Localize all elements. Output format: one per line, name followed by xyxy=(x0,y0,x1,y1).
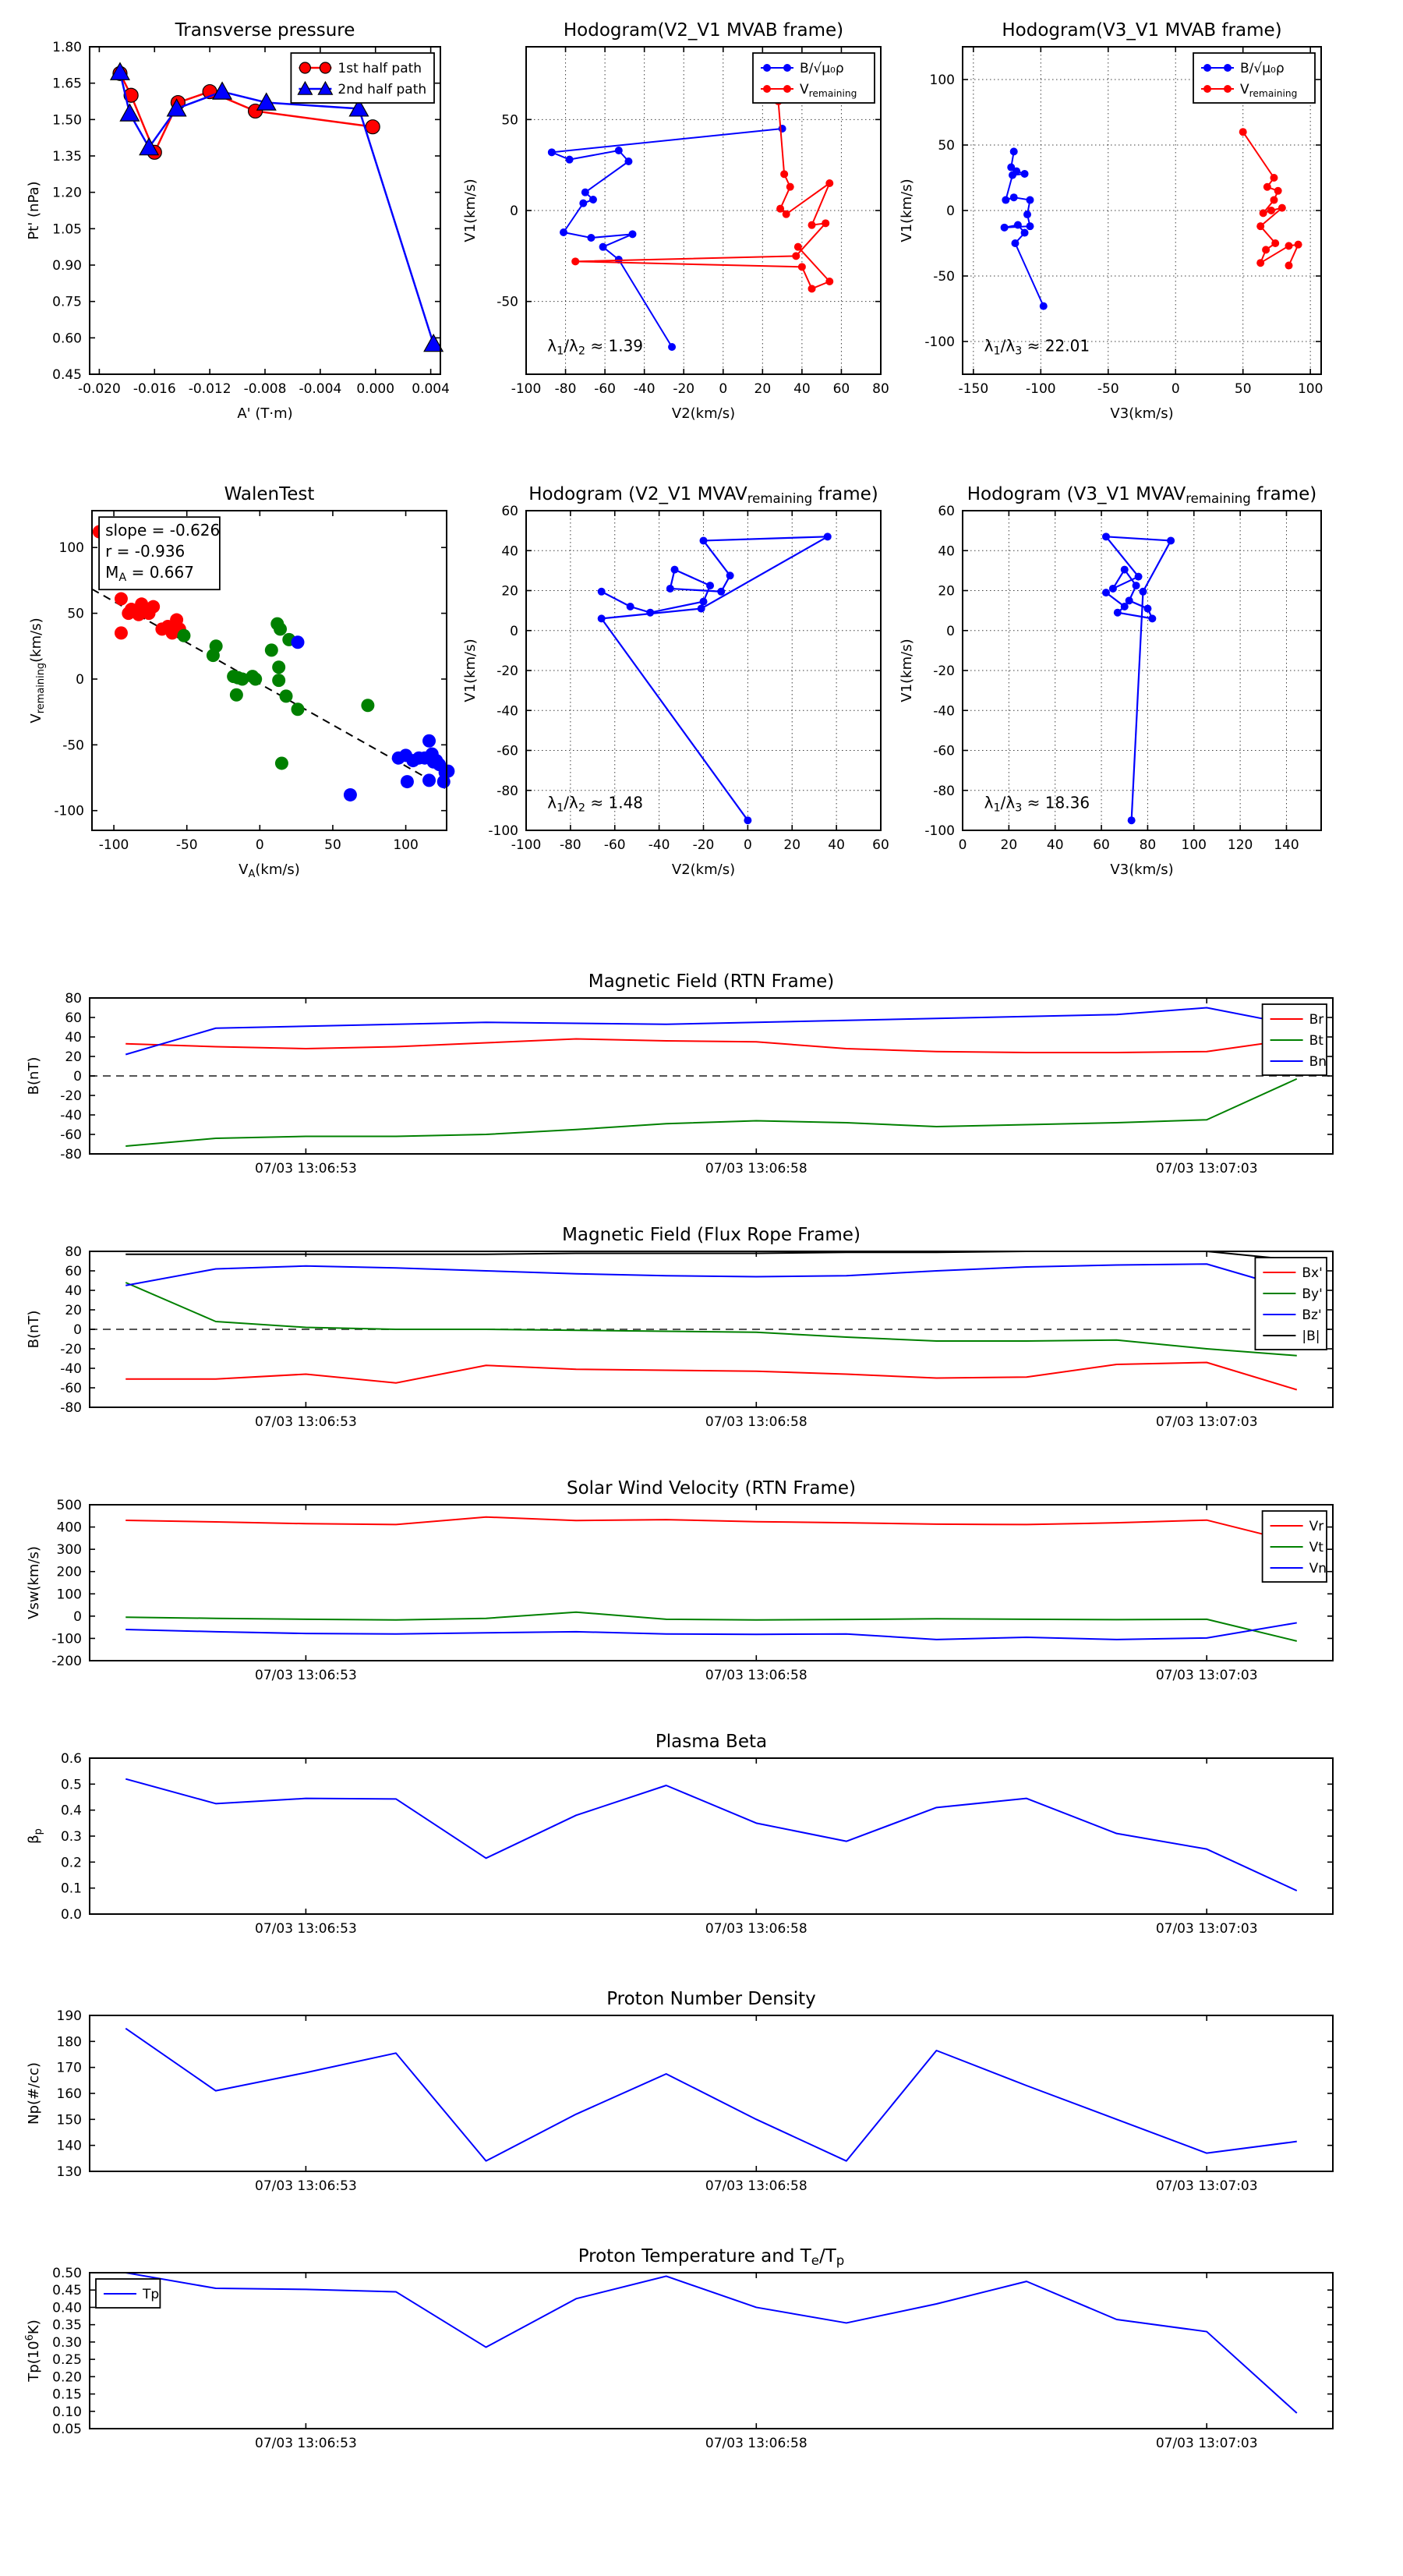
annotation: $\lambda_1/\lambda_3 \approx 18.36$ xyxy=(984,793,1090,815)
legend xyxy=(96,2279,160,2308)
y-tick-label: 50 xyxy=(938,138,955,154)
y-tick-label: 0.20 xyxy=(52,2369,82,2386)
y-tick-label: 60 xyxy=(501,504,518,519)
x-tick-label: 07/03 13:06:58 xyxy=(705,1414,808,1430)
x-tick-label: -100 xyxy=(511,837,542,853)
legend-label: Vn xyxy=(1309,1561,1327,1576)
y-tick-label: -40 xyxy=(497,703,518,720)
y-axis-label: V1(km/s) xyxy=(899,639,915,702)
x-tick-label: 20 xyxy=(754,381,772,397)
ticks xyxy=(60,991,1333,1177)
x-axis-label: V3(km/s) xyxy=(1110,405,1174,422)
y-tick-label: -200 xyxy=(51,1654,82,1669)
legend-label: By' xyxy=(1302,1286,1323,1302)
y-tick-label: -100 xyxy=(51,1631,82,1647)
x-tick-label: 07/03 13:07:03 xyxy=(1155,1668,1258,1683)
y-tick-label: 0.5 xyxy=(60,1777,82,1793)
legend-label: B/√μ₀ρ xyxy=(800,61,844,76)
y-axis-label: V1(km/s) xyxy=(462,639,479,702)
legend xyxy=(291,53,434,103)
y-tick-label: 0.25 xyxy=(52,2352,82,2369)
axes-frame xyxy=(90,1505,1333,1661)
y-tick-label: 0 xyxy=(510,203,518,219)
x-tick-label: 07/03 13:06:53 xyxy=(255,1161,357,1177)
series-Vr xyxy=(125,1517,1297,1543)
y-tick-label: -100 xyxy=(924,334,955,350)
y-tick-label: 40 xyxy=(65,1030,82,1046)
x-tick-label: -100 xyxy=(1026,381,1056,397)
x-tick-label: 07/03 13:06:53 xyxy=(255,1668,357,1683)
series-alfven-velocity xyxy=(1001,147,1048,310)
y-tick-label: 500 xyxy=(56,1498,82,1513)
axes-frame xyxy=(90,1758,1333,1914)
y-tick-label: 130 xyxy=(56,2164,82,2180)
x-tick-label: -0.020 xyxy=(77,381,121,397)
y-tick-label: 0 xyxy=(73,1069,82,1085)
y-tick-label: 100 xyxy=(58,540,84,557)
x-tick-label: 20 xyxy=(1000,837,1018,853)
x-tick-label: -20 xyxy=(692,837,715,853)
series-Vt xyxy=(125,1612,1297,1641)
plot-title: Hodogram (V3_V1 MVAVremaining frame) xyxy=(967,484,1317,506)
x-tick-label: -50 xyxy=(1097,381,1119,397)
x-tick-label: 0 xyxy=(958,837,967,853)
legend xyxy=(1263,1511,1327,1582)
series-v-remaining-path xyxy=(598,533,832,824)
x-tick-label: 0.000 xyxy=(356,381,395,397)
plot-title: WalenTest xyxy=(224,484,315,504)
x-axis-label: V2(km/s) xyxy=(671,862,736,878)
x-tick-label: 0 xyxy=(1171,381,1180,397)
y-tick-label: 50 xyxy=(501,112,518,129)
y-tick-label: -20 xyxy=(60,1088,82,1104)
y-tick-label: 100 xyxy=(56,1587,82,1603)
x-tick-label: -0.012 xyxy=(188,381,231,397)
gridlines xyxy=(963,511,1321,830)
x-tick-label: -80 xyxy=(559,837,581,853)
y-tick-label: 40 xyxy=(501,543,518,560)
x-tick-label: 07/03 13:07:03 xyxy=(1155,1161,1258,1177)
y-tick-label: 0.0 xyxy=(60,1907,82,1923)
y-tick-label: -80 xyxy=(933,783,955,799)
plot-hodogram-v3v1-mvab xyxy=(899,20,1323,422)
legend-label: |B| xyxy=(1302,1329,1320,1344)
x-axis-label: $V_A(km/s)$ xyxy=(239,862,300,880)
y-tick-label: -40 xyxy=(60,1108,82,1123)
y-tick-label: -100 xyxy=(54,803,84,819)
annotation: $\lambda_1/\lambda_2 \approx 1.48$ xyxy=(547,793,644,815)
x-tick-label: -20 xyxy=(673,381,695,397)
y-tick-label: 60 xyxy=(938,504,955,519)
x-tick-label: -0.016 xyxy=(133,381,176,397)
y-tick-label: 0.30 xyxy=(52,2334,82,2351)
plot-hodogram-v3v1-mvav xyxy=(899,484,1321,878)
stats-line: r = -0.936 xyxy=(105,542,186,561)
stats-box xyxy=(99,517,220,589)
legend xyxy=(1255,1258,1327,1350)
x-tick-label: -100 xyxy=(98,837,129,853)
y-tick-label: 1.50 xyxy=(52,112,82,129)
x-axis-label: V2(km/s) xyxy=(671,405,736,422)
y-tick-label: -100 xyxy=(924,823,955,839)
series-Bt xyxy=(125,1079,1297,1146)
x-tick-label: 40 xyxy=(1046,837,1064,853)
x-tick-label: 20 xyxy=(783,837,801,853)
y-tick-label: 140 xyxy=(56,2138,82,2154)
y-tick-label: 180 xyxy=(56,2034,82,2051)
plot-title: Hodogram(V3_V1 MVAB frame) xyxy=(1002,20,1282,41)
y-tick-label: 0.2 xyxy=(60,1855,82,1871)
y-tick-label: 0.10 xyxy=(52,2404,82,2420)
plot-title: Plasma Beta xyxy=(655,1732,768,1752)
x-tick-label: 0 xyxy=(743,837,752,853)
legend-label: $V_{remaining}$ xyxy=(800,82,857,99)
plot-plasma-beta xyxy=(26,1732,1333,1937)
y-tick-label: 0.35 xyxy=(52,2317,82,2334)
y-axis-label: Np(#/cc) xyxy=(26,2062,42,2125)
legend-label: 2nd half path xyxy=(337,82,427,97)
y-tick-label: -50 xyxy=(62,738,84,754)
x-tick-label: 50 xyxy=(1234,381,1252,397)
y-tick-label: 1.35 xyxy=(52,149,82,165)
x-tick-label: -100 xyxy=(511,381,542,397)
y-tick-label: -80 xyxy=(497,783,518,799)
y-tick-label: 80 xyxy=(65,1244,82,1260)
y-axis-label: $V_{remaining}(km/s)$ xyxy=(28,617,47,724)
y-tick-label: 0.1 xyxy=(60,1881,82,1897)
x-tick-label: 60 xyxy=(1093,837,1110,853)
x-tick-label: -60 xyxy=(603,837,626,853)
series-v-remaining xyxy=(1239,128,1302,269)
y-tick-label: 0.45 xyxy=(52,367,82,383)
x-tick-label: 07/03 13:06:53 xyxy=(255,1414,357,1430)
x-tick-label: 80 xyxy=(1139,837,1157,853)
y-tick-label: -20 xyxy=(60,1342,82,1357)
plot-proton-number-density xyxy=(26,1989,1333,2194)
plot-hodogram-v2v1-mvav xyxy=(462,484,889,878)
y-tick-label: -60 xyxy=(60,1127,82,1143)
series-v-remaining-path xyxy=(1102,533,1175,824)
plot-magnetic-field-rtn xyxy=(26,971,1333,1177)
x-tick-label: 0 xyxy=(255,837,264,853)
x-tick-label: 07/03 13:07:03 xyxy=(1155,2178,1258,2194)
annotation: $\lambda_1/\lambda_2 \approx 1.39$ xyxy=(547,336,644,358)
x-tick-label: 07/03 13:07:03 xyxy=(1155,1921,1258,1937)
y-tick-label: 0.60 xyxy=(52,331,82,347)
series-Bz-prime xyxy=(125,1264,1297,1290)
y-axis-label: V1(km/s) xyxy=(462,179,479,242)
legend-label: Bn xyxy=(1309,1054,1327,1070)
y-tick-label: -60 xyxy=(497,743,518,759)
x-tick-label: -0.004 xyxy=(299,381,342,397)
y-tick-label: 0.90 xyxy=(52,258,82,274)
x-tick-label: 07/03 13:06:58 xyxy=(705,2436,808,2451)
y-tick-label: 50 xyxy=(67,606,84,622)
y-tick-label: 1.80 xyxy=(52,40,82,55)
x-tick-label: 0 xyxy=(719,381,728,397)
y-axis-label: B(nT) xyxy=(26,1310,42,1349)
y-tick-label: 0 xyxy=(946,203,955,219)
y-axis-label: $Tp(10^6K)$ xyxy=(24,2319,42,2382)
series-B-magnitude xyxy=(125,1251,1297,1260)
legend xyxy=(1193,53,1315,103)
y-tick-label: 300 xyxy=(56,1542,82,1559)
series-Tp xyxy=(125,2273,1297,2413)
series-alfven-velocity xyxy=(548,125,786,351)
x-tick-label: 07/03 13:06:58 xyxy=(705,1668,808,1683)
x-tick-label: -150 xyxy=(958,381,989,397)
ticks xyxy=(60,1244,1333,1430)
x-tick-label: 07/03 13:06:58 xyxy=(705,1161,808,1177)
legend-label: Br xyxy=(1309,1012,1324,1028)
series-second-half-path xyxy=(111,63,443,352)
y-tick-label: 400 xyxy=(56,1520,82,1536)
y-tick-label: 80 xyxy=(65,991,82,1007)
y-axis-label: B(nT) xyxy=(26,1056,42,1095)
series-Bn xyxy=(125,1008,1297,1055)
y-tick-label: 1.20 xyxy=(52,185,82,201)
y-tick-label: 0.50 xyxy=(52,2266,82,2281)
x-tick-label: 0.004 xyxy=(412,381,450,397)
y-tick-label: 150 xyxy=(56,2112,82,2128)
plot-title: Solar Wind Velocity (RTN Frame) xyxy=(566,1478,857,1499)
y-tick-label: -60 xyxy=(60,1381,82,1396)
y-tick-label: 40 xyxy=(65,1283,82,1299)
y-axis-label: Vsw(km/s) xyxy=(26,1546,42,1619)
legend xyxy=(1263,1004,1327,1075)
y-tick-label: 20 xyxy=(938,583,955,600)
y-tick-label: 20 xyxy=(65,1049,82,1065)
y-tick-label: 0 xyxy=(510,623,518,639)
y-tick-label: 0.75 xyxy=(52,294,82,310)
y-tick-label: 20 xyxy=(65,1303,82,1318)
y-tick-label: -100 xyxy=(488,823,518,839)
x-tick-label: 100 xyxy=(393,837,419,853)
series-By-prime xyxy=(125,1283,1297,1356)
y-tick-label: 0 xyxy=(73,1322,82,1338)
x-tick-label: 40 xyxy=(828,837,845,853)
y-tick-label: 0.3 xyxy=(60,1829,82,1845)
y-tick-label: 200 xyxy=(56,1564,82,1580)
x-tick-label: 07/03 13:06:53 xyxy=(255,1921,357,1937)
ticks xyxy=(51,1498,1333,1683)
plot-magnetic-field-flux-rope xyxy=(26,1225,1333,1430)
legend-label: Tp xyxy=(143,2287,160,2302)
x-tick-label: 60 xyxy=(832,381,850,397)
x-tick-label: -40 xyxy=(633,381,656,397)
y-tick-label: 0.05 xyxy=(52,2422,82,2437)
y-tick-label: 60 xyxy=(65,1010,82,1026)
legend-label: Bz' xyxy=(1302,1307,1322,1323)
axes-frame xyxy=(90,2015,1333,2171)
y-tick-label: 100 xyxy=(929,73,955,88)
x-tick-label: 120 xyxy=(1227,837,1253,853)
annotation: $\lambda_1/\lambda_3 \approx 22.01$ xyxy=(984,336,1090,358)
x-tick-label: 40 xyxy=(793,381,811,397)
legend-label: B/√μ₀ρ xyxy=(1240,61,1285,76)
y-tick-label: 1.05 xyxy=(52,221,82,238)
x-axis-label: A' (T·m) xyxy=(237,405,293,422)
x-tick-label: 07/03 13:06:53 xyxy=(255,2436,357,2451)
y-tick-label: -40 xyxy=(933,703,955,720)
legend-label: Bt xyxy=(1309,1033,1323,1049)
x-tick-label: 07/03 13:06:58 xyxy=(705,1921,808,1937)
x-tick-label: -0.008 xyxy=(243,381,287,397)
x-tick-label: -60 xyxy=(594,381,617,397)
y-tick-label: 160 xyxy=(56,2086,82,2102)
y-tick-label: -50 xyxy=(497,294,518,310)
y-tick-label: -20 xyxy=(933,663,955,679)
y-tick-label: -60 xyxy=(933,743,955,759)
plot-title: Hodogram (V2_V1 MVAVremaining frame) xyxy=(528,484,878,506)
x-tick-label: -40 xyxy=(648,837,670,853)
ticks xyxy=(52,2266,1333,2451)
plot-hodogram-v2v1-mvab xyxy=(462,20,889,422)
legend-label: Vt xyxy=(1309,1540,1323,1555)
ticks xyxy=(57,2008,1333,2194)
gridlines xyxy=(526,511,881,830)
y-tick-label: 0.40 xyxy=(52,2300,82,2316)
y-tick-label: -50 xyxy=(933,269,955,285)
legend-label: $V_{remaining}$ xyxy=(1240,82,1298,99)
plot-transverse-pressure xyxy=(26,20,450,422)
series-Bx-prime xyxy=(125,1363,1297,1390)
legend-label: 1st half path xyxy=(337,61,422,76)
series-Br xyxy=(125,1039,1297,1053)
plot-title: Transverse pressure xyxy=(175,20,355,41)
x-tick-label: 80 xyxy=(872,381,889,397)
y-tick-label: -20 xyxy=(497,663,518,679)
x-tick-label: -50 xyxy=(175,837,198,853)
y-tick-label: 0 xyxy=(946,623,955,639)
plot-title: Hodogram(V2_V1 MVAB frame) xyxy=(563,20,844,41)
y-tick-label: 170 xyxy=(56,2060,82,2076)
y-axis-label: Pt' (nPa) xyxy=(26,181,42,240)
y-tick-label: 60 xyxy=(65,1264,82,1279)
y-tick-label: -80 xyxy=(60,1147,82,1162)
x-tick-label: 100 xyxy=(1181,837,1207,853)
plot-solar-wind-velocity-rtn xyxy=(26,1478,1333,1683)
stats-line: slope = -0.626 xyxy=(105,521,221,540)
plot-proton-temperature xyxy=(24,2246,1333,2451)
y-tick-label: 0 xyxy=(73,1608,82,1625)
plot-title: Magnetic Field (RTN Frame) xyxy=(588,971,835,992)
x-tick-label: 140 xyxy=(1274,837,1299,853)
series-Vn xyxy=(125,1622,1297,1639)
y-tick-label: 40 xyxy=(938,543,955,560)
legend-label: Bx' xyxy=(1302,1265,1323,1281)
ticks xyxy=(61,1751,1333,1937)
plot-title: Magnetic Field (Flux Rope Frame) xyxy=(562,1225,861,1245)
x-tick-label: 100 xyxy=(1297,381,1323,397)
x-tick-label: 07/03 13:06:58 xyxy=(705,2178,808,2194)
plot-walen-test xyxy=(28,484,454,880)
plot-title: Proton Temperature and Te/Tp xyxy=(578,2246,845,2268)
plot-title: Proton Number Density xyxy=(606,1989,816,2009)
y-tick-label: -40 xyxy=(60,1361,82,1377)
x-tick-label: 07/03 13:07:03 xyxy=(1155,1414,1258,1430)
y-tick-label: 1.65 xyxy=(52,76,82,92)
x-tick-label: 07/03 13:07:03 xyxy=(1155,2436,1258,2451)
axes-frame xyxy=(90,2273,1333,2429)
legend xyxy=(753,53,875,103)
series-v-remaining xyxy=(571,97,833,292)
y-tick-label: -80 xyxy=(60,1400,82,1416)
y-tick-label: 0.6 xyxy=(60,1751,82,1767)
x-tick-label: -80 xyxy=(554,381,577,397)
y-tick-label: 0.15 xyxy=(52,2387,82,2403)
y-axis-label: V1(km/s) xyxy=(899,179,915,242)
x-tick-label: 07/03 13:06:53 xyxy=(255,2178,357,2194)
legend-label: Vr xyxy=(1309,1519,1324,1534)
y-tick-label: 0.45 xyxy=(52,2283,82,2299)
stats-line: $M_A = 0.667$ xyxy=(105,563,194,585)
series-Np xyxy=(125,2029,1297,2161)
x-tick-label: 60 xyxy=(872,837,889,853)
x-axis-label: V3(km/s) xyxy=(1110,862,1174,878)
series-scatter-last-third xyxy=(292,635,455,801)
y-tick-label: 190 xyxy=(56,2008,82,2024)
x-tick-label: 50 xyxy=(324,837,341,853)
y-tick-label: 20 xyxy=(501,583,518,600)
series-beta-p xyxy=(125,1779,1297,1891)
y-tick-label: 0 xyxy=(76,671,84,688)
y-tick-label: 0.4 xyxy=(60,1803,82,1819)
series-scatter-middle-third xyxy=(177,617,374,770)
y-axis-label: $\beta_p$ xyxy=(26,1828,44,1844)
